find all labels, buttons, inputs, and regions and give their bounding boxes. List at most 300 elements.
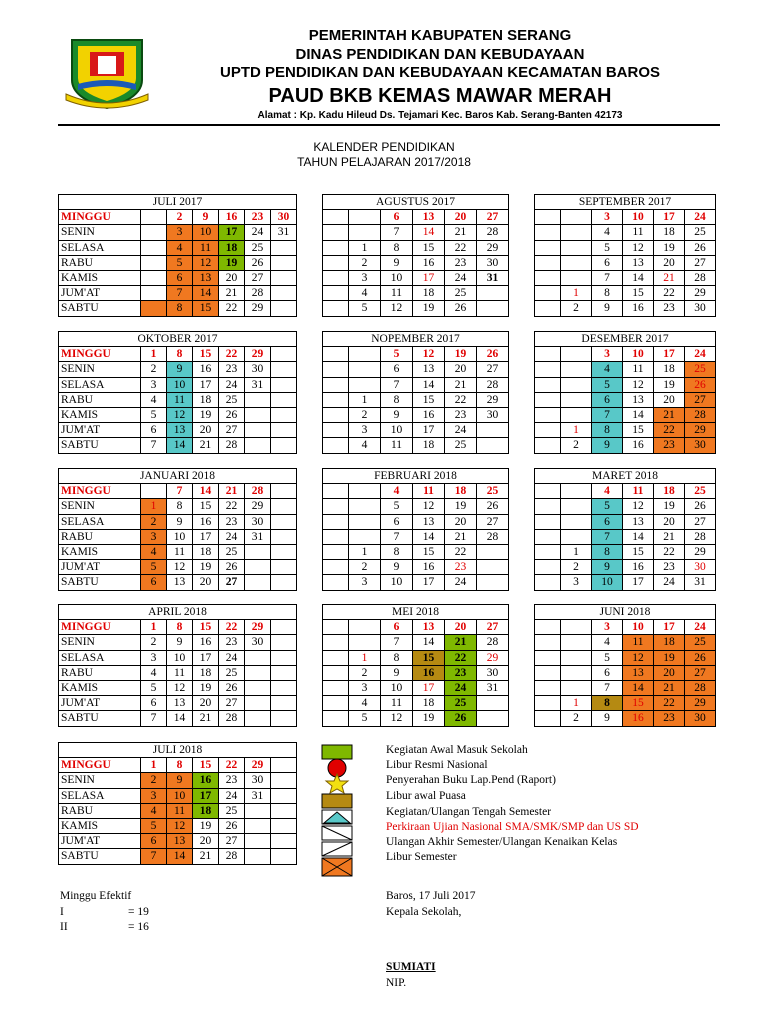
date-cell: 15 xyxy=(193,620,219,635)
date-cell: 2 xyxy=(167,210,193,225)
day-spacer xyxy=(535,377,561,392)
date-cell xyxy=(141,225,167,240)
date-cell: 20 xyxy=(445,362,477,377)
date-cell xyxy=(271,788,297,803)
date-cell: 11 xyxy=(167,803,193,818)
date-cell: 30 xyxy=(245,362,271,377)
date-cell: 8 xyxy=(167,347,193,362)
date-cell: 6 xyxy=(141,575,167,590)
date-cell: 23 xyxy=(445,560,477,575)
date-cell: 14 xyxy=(623,680,654,695)
date-cell xyxy=(477,544,509,559)
date-cell xyxy=(477,301,509,316)
date-cell: 19 xyxy=(219,255,245,270)
date-cell: 14 xyxy=(623,529,654,544)
month-name: JANUARI 2018 xyxy=(59,469,297,484)
date-cell xyxy=(271,834,297,849)
month-name: APRIL 2018 xyxy=(59,605,297,620)
date-cell: 4 xyxy=(141,392,167,407)
date-cell: 20 xyxy=(654,514,685,529)
date-cell xyxy=(271,240,297,255)
date-cell: 3 xyxy=(167,225,193,240)
month-calendar xyxy=(58,331,297,454)
date-cell: 6 xyxy=(592,665,623,680)
date-cell: 18 xyxy=(193,665,219,680)
date-cell: 3 xyxy=(141,529,167,544)
legend-item: Penyerahan Buku Lap.Pend (Raport) xyxy=(386,774,556,786)
day-label: RABU xyxy=(59,255,141,270)
date-cell xyxy=(349,635,381,650)
date-cell: 15 xyxy=(623,696,654,711)
date-cell: 19 xyxy=(445,499,477,514)
date-cell: 28 xyxy=(685,529,716,544)
date-cell: 23 xyxy=(654,711,685,726)
date-cell: 6 xyxy=(381,210,413,225)
date-cell: 2 xyxy=(349,407,381,422)
legend-item: Kegiatan/Ulangan Tengah Semester xyxy=(386,806,552,818)
date-cell: 24 xyxy=(685,620,716,635)
date-cell xyxy=(245,650,271,665)
date-cell xyxy=(141,240,167,255)
day-label: MINGGU xyxy=(59,210,141,225)
day-label: MINGGU xyxy=(59,347,141,362)
date-cell xyxy=(271,575,297,590)
date-cell: 24 xyxy=(685,347,716,362)
legend-item: Kegiatan Awal Masuk Sekolah xyxy=(386,744,528,756)
date-cell: 27 xyxy=(685,392,716,407)
date-cell: 1 xyxy=(561,544,592,559)
date-cell xyxy=(271,255,297,270)
date-cell: 8 xyxy=(381,650,413,665)
day-spacer xyxy=(323,696,349,711)
date-cell: 5 xyxy=(592,499,623,514)
date-cell: 5 xyxy=(381,347,413,362)
day-label: KAMIS xyxy=(59,544,141,559)
date-cell: 8 xyxy=(167,758,193,773)
date-cell: 12 xyxy=(167,560,193,575)
day-label: SELASA xyxy=(59,788,141,803)
date-cell: 19 xyxy=(654,650,685,665)
date-cell xyxy=(245,438,271,453)
date-cell: 18 xyxy=(413,286,445,301)
day-spacer xyxy=(323,711,349,726)
day-spacer xyxy=(535,484,561,499)
day-spacer xyxy=(535,544,561,559)
date-cell: 22 xyxy=(445,650,477,665)
date-cell: 11 xyxy=(381,696,413,711)
date-cell: 3 xyxy=(141,788,167,803)
date-cell: 4 xyxy=(141,544,167,559)
date-cell: 24 xyxy=(445,270,477,285)
date-cell: 19 xyxy=(445,347,477,362)
day-spacer xyxy=(535,301,561,316)
day-spacer xyxy=(323,392,349,407)
date-cell: 28 xyxy=(219,438,245,453)
date-cell: 9 xyxy=(381,560,413,575)
date-cell: 3 xyxy=(141,650,167,665)
date-cell xyxy=(477,438,509,453)
day-label: SELASA xyxy=(59,377,141,392)
date-cell: 19 xyxy=(193,560,219,575)
date-cell: 26 xyxy=(445,301,477,316)
header-line-3: UPTD PENDIDIKAN DAN KEBUDAYAAN KECAMATAN BAROS xyxy=(219,64,661,81)
date-cell: 8 xyxy=(381,392,413,407)
date-cell: 26 xyxy=(685,650,716,665)
date-cell: 25 xyxy=(477,484,509,499)
date-cell: 22 xyxy=(445,544,477,559)
date-cell: 10 xyxy=(193,225,219,240)
date-cell: 17 xyxy=(623,575,654,590)
date-cell xyxy=(271,423,297,438)
date-cell: 17 xyxy=(413,680,445,695)
date-cell: 5 xyxy=(349,301,381,316)
date-cell: 27 xyxy=(477,210,509,225)
date-cell: 1 xyxy=(141,758,167,773)
day-spacer xyxy=(535,696,561,711)
date-cell: 26 xyxy=(445,711,477,726)
date-cell: 7 xyxy=(592,529,623,544)
date-cell: 22 xyxy=(219,301,245,316)
day-label: RABU xyxy=(59,803,141,818)
day-spacer xyxy=(323,423,349,438)
date-cell: 4 xyxy=(349,696,381,711)
date-cell: 17 xyxy=(193,650,219,665)
date-cell: 12 xyxy=(167,407,193,422)
date-cell: 14 xyxy=(193,286,219,301)
date-cell: 28 xyxy=(477,377,509,392)
day-spacer xyxy=(535,560,561,575)
date-cell: 27 xyxy=(477,362,509,377)
date-cell xyxy=(561,407,592,422)
date-cell xyxy=(561,650,592,665)
date-cell: 17 xyxy=(219,225,245,240)
date-cell: 22 xyxy=(219,499,245,514)
date-cell: 26 xyxy=(685,377,716,392)
date-cell xyxy=(561,255,592,270)
date-cell: 24 xyxy=(445,575,477,590)
date-cell: 6 xyxy=(141,423,167,438)
date-cell: 19 xyxy=(193,680,219,695)
day-label: SENIN xyxy=(59,635,141,650)
date-cell: 19 xyxy=(193,818,219,833)
day-spacer xyxy=(535,529,561,544)
date-cell: 27 xyxy=(219,834,245,849)
date-cell xyxy=(245,407,271,422)
date-cell: 1 xyxy=(349,240,381,255)
date-cell: 5 xyxy=(141,407,167,422)
date-cell: 21 xyxy=(193,711,219,726)
date-cell: 15 xyxy=(623,544,654,559)
date-cell: 26 xyxy=(685,240,716,255)
date-cell: 5 xyxy=(141,680,167,695)
date-cell: 13 xyxy=(413,210,445,225)
date-cell xyxy=(245,575,271,590)
date-cell: 20 xyxy=(654,392,685,407)
day-spacer xyxy=(323,286,349,301)
date-cell xyxy=(271,377,297,392)
date-cell: 2 xyxy=(141,514,167,529)
date-cell: 2 xyxy=(141,362,167,377)
date-cell: 3 xyxy=(349,270,381,285)
date-cell: 14 xyxy=(167,711,193,726)
month-calendar xyxy=(534,468,716,591)
date-cell: 17 xyxy=(654,620,685,635)
date-cell: 17 xyxy=(654,210,685,225)
day-label: MINGGU xyxy=(59,758,141,773)
date-cell: 30 xyxy=(685,711,716,726)
date-cell: 31 xyxy=(245,529,271,544)
legend-swatches xyxy=(321,744,355,884)
date-cell xyxy=(349,347,381,362)
date-cell xyxy=(141,255,167,270)
date-cell: 10 xyxy=(381,423,413,438)
date-cell xyxy=(245,849,271,864)
minggu-efektif-label: Minggu Efektif xyxy=(60,890,132,902)
date-cell: 16 xyxy=(193,635,219,650)
date-cell: 18 xyxy=(413,696,445,711)
month-name: SEPTEMBER 2017 xyxy=(535,195,716,210)
day-spacer xyxy=(323,438,349,453)
date-cell: 22 xyxy=(445,392,477,407)
date-cell: 19 xyxy=(654,499,685,514)
date-cell xyxy=(271,544,297,559)
day-spacer xyxy=(323,347,349,362)
date-cell xyxy=(245,696,271,711)
date-cell: 27 xyxy=(477,514,509,529)
date-cell: 29 xyxy=(477,392,509,407)
date-cell: 13 xyxy=(623,392,654,407)
date-cell: 20 xyxy=(445,514,477,529)
date-cell: 5 xyxy=(141,560,167,575)
date-cell xyxy=(349,225,381,240)
date-cell: 27 xyxy=(477,620,509,635)
date-cell: 11 xyxy=(623,484,654,499)
date-cell: 13 xyxy=(623,665,654,680)
month-name: JUNI 2018 xyxy=(535,605,716,620)
date-cell xyxy=(561,514,592,529)
date-cell xyxy=(561,377,592,392)
date-cell: 2 xyxy=(561,438,592,453)
day-spacer xyxy=(323,635,349,650)
date-cell: 27 xyxy=(685,665,716,680)
day-label: KAMIS xyxy=(59,407,141,422)
date-cell: 7 xyxy=(167,286,193,301)
date-cell: 25 xyxy=(685,225,716,240)
date-cell: 18 xyxy=(654,225,685,240)
day-spacer xyxy=(535,711,561,726)
date-cell: 10 xyxy=(167,650,193,665)
date-cell: 8 xyxy=(381,240,413,255)
date-cell: 29 xyxy=(685,696,716,711)
date-cell: 8 xyxy=(167,620,193,635)
date-cell xyxy=(245,818,271,833)
day-label: SENIN xyxy=(59,499,141,514)
regency-logo-icon xyxy=(64,36,150,112)
date-cell: 6 xyxy=(592,255,623,270)
date-cell xyxy=(245,803,271,818)
day-label: SABTU xyxy=(59,849,141,864)
date-cell: 23 xyxy=(445,665,477,680)
date-cell: 13 xyxy=(167,834,193,849)
date-cell: 6 xyxy=(167,270,193,285)
date-cell xyxy=(245,834,271,849)
date-cell: 18 xyxy=(413,438,445,453)
date-cell xyxy=(245,665,271,680)
date-cell: 12 xyxy=(623,499,654,514)
date-cell: 17 xyxy=(413,270,445,285)
date-cell: 1 xyxy=(141,347,167,362)
day-spacer xyxy=(535,665,561,680)
date-cell: 30 xyxy=(477,407,509,422)
date-cell: 9 xyxy=(167,635,193,650)
month-name: MARET 2018 xyxy=(535,469,716,484)
day-label: SABTU xyxy=(59,438,141,453)
date-cell: 31 xyxy=(477,270,509,285)
date-cell: 11 xyxy=(167,544,193,559)
date-cell: 30 xyxy=(685,560,716,575)
date-cell: 15 xyxy=(623,286,654,301)
date-cell xyxy=(271,635,297,650)
month-calendar xyxy=(58,194,297,317)
day-spacer xyxy=(535,680,561,695)
date-cell: 13 xyxy=(413,514,445,529)
date-cell: 18 xyxy=(654,362,685,377)
date-cell: 9 xyxy=(381,407,413,422)
date-cell: 2 xyxy=(141,635,167,650)
date-cell xyxy=(271,696,297,711)
day-label: KAMIS xyxy=(59,818,141,833)
date-cell xyxy=(561,620,592,635)
date-cell: 29 xyxy=(685,286,716,301)
day-spacer xyxy=(535,650,561,665)
date-cell xyxy=(141,484,167,499)
date-cell: 13 xyxy=(413,620,445,635)
date-cell: 29 xyxy=(685,423,716,438)
date-cell: 6 xyxy=(381,362,413,377)
date-cell: 4 xyxy=(592,635,623,650)
day-spacer xyxy=(323,529,349,544)
month-calendar xyxy=(58,468,297,591)
day-label: KAMIS xyxy=(59,270,141,285)
day-spacer xyxy=(535,362,561,377)
date-cell: 5 xyxy=(381,499,413,514)
date-cell: 20 xyxy=(193,834,219,849)
date-cell: 1 xyxy=(141,499,167,514)
date-cell xyxy=(245,680,271,695)
date-cell: 20 xyxy=(193,575,219,590)
date-cell: 23 xyxy=(219,635,245,650)
date-cell: 21 xyxy=(219,286,245,301)
date-cell: 28 xyxy=(477,225,509,240)
date-cell: 20 xyxy=(193,696,219,711)
date-cell: 7 xyxy=(592,680,623,695)
date-cell: 24 xyxy=(219,377,245,392)
date-cell: 24 xyxy=(245,225,271,240)
school-name: PAUD BKB KEMAS MAWAR MERAH xyxy=(268,85,612,107)
day-label: JUM'AT xyxy=(59,423,141,438)
date-cell: 30 xyxy=(245,773,271,788)
date-cell xyxy=(477,575,509,590)
date-cell: 5 xyxy=(167,255,193,270)
date-cell: 28 xyxy=(219,849,245,864)
date-cell: 15 xyxy=(193,301,219,316)
date-cell xyxy=(141,286,167,301)
date-cell: 27 xyxy=(685,255,716,270)
date-cell: 4 xyxy=(592,225,623,240)
legend-item: Libur Resmi Nasional xyxy=(386,759,488,771)
date-cell xyxy=(477,286,509,301)
date-cell: 7 xyxy=(381,377,413,392)
date-cell: 29 xyxy=(477,650,509,665)
date-cell: 25 xyxy=(445,438,477,453)
day-spacer xyxy=(535,499,561,514)
date-cell: 18 xyxy=(193,392,219,407)
day-label: SENIN xyxy=(59,773,141,788)
date-cell: 3 xyxy=(561,575,592,590)
day-spacer xyxy=(323,484,349,499)
day-spacer xyxy=(323,665,349,680)
date-cell: 23 xyxy=(245,210,271,225)
date-cell: 29 xyxy=(245,347,271,362)
date-cell: 9 xyxy=(193,210,219,225)
date-cell xyxy=(141,270,167,285)
date-cell: 24 xyxy=(445,680,477,695)
date-cell: 15 xyxy=(413,240,445,255)
date-cell: 8 xyxy=(592,423,623,438)
date-cell: 26 xyxy=(477,347,509,362)
day-label: JUM'AT xyxy=(59,834,141,849)
date-cell: 3 xyxy=(141,377,167,392)
date-cell xyxy=(561,680,592,695)
date-cell: 6 xyxy=(592,392,623,407)
date-cell: 25 xyxy=(219,392,245,407)
month-calendar xyxy=(322,331,509,454)
date-cell: 23 xyxy=(445,255,477,270)
day-label: SELASA xyxy=(59,514,141,529)
date-cell: 22 xyxy=(219,620,245,635)
day-spacer xyxy=(535,438,561,453)
date-cell xyxy=(349,499,381,514)
date-cell: 19 xyxy=(413,301,445,316)
date-cell xyxy=(141,210,167,225)
date-cell: 1 xyxy=(349,650,381,665)
date-cell: 6 xyxy=(381,620,413,635)
date-cell xyxy=(271,849,297,864)
month-calendar xyxy=(534,331,716,454)
day-label: SELASA xyxy=(59,650,141,665)
date-cell xyxy=(349,362,381,377)
date-cell: 26 xyxy=(219,818,245,833)
date-cell: 3 xyxy=(592,210,623,225)
date-cell: 26 xyxy=(245,255,271,270)
date-cell: 30 xyxy=(245,514,271,529)
day-spacer xyxy=(323,575,349,590)
date-cell: 28 xyxy=(685,270,716,285)
date-cell: 24 xyxy=(219,650,245,665)
day-spacer xyxy=(323,301,349,316)
date-cell xyxy=(271,499,297,514)
month-name: NOPEMBER 2017 xyxy=(323,332,509,347)
day-spacer xyxy=(323,680,349,695)
date-cell: 16 xyxy=(219,210,245,225)
legend-item: Perkiraan Ujian Nasional SMA/SMK/SMP dan US SD xyxy=(386,821,639,833)
date-cell: 10 xyxy=(381,680,413,695)
date-cell: 17 xyxy=(654,347,685,362)
date-cell: 23 xyxy=(654,438,685,453)
date-cell: 26 xyxy=(477,499,509,514)
day-spacer xyxy=(323,514,349,529)
month-name: JULI 2017 xyxy=(59,195,297,210)
